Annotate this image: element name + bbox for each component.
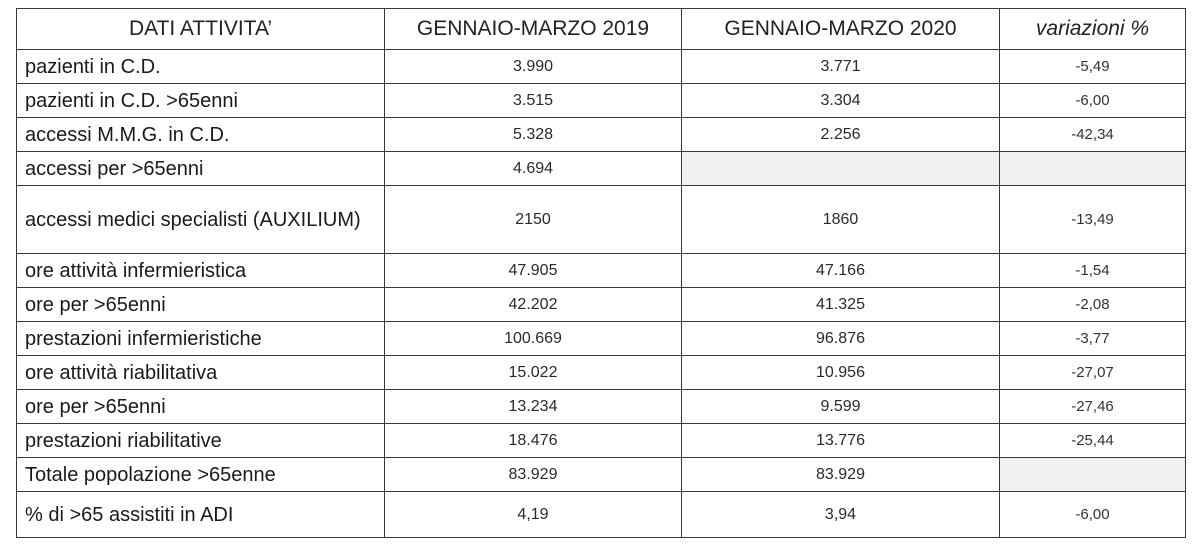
value-2019: 18.476 [385,424,682,458]
value-variation: -6,00 [1000,492,1186,538]
value-variation: -2,08 [1000,288,1186,322]
table-row [17,118,1186,152]
value-variation: -6,00 [1000,84,1186,118]
value-variation: -5,49 [1000,50,1186,84]
value-variation: -25,44 [1000,424,1186,458]
activity-data-table [16,8,1186,538]
row-label: accessi medici specialisti (AUXILIUM) [17,186,385,254]
value-2020: 9.599 [682,390,1000,424]
value-2019: 3.990 [385,50,682,84]
value-2019: 4,19 [385,492,682,538]
value-2020: 83.929 [682,458,1000,492]
value-2020: 13.776 [682,424,1000,458]
value-2020: 96.876 [682,322,1000,356]
row-label: % di >65 assistiti in ADI [17,492,385,538]
table-row [17,424,1186,458]
value-2020: 47.166 [682,254,1000,288]
table-row [17,254,1186,288]
value-variation [1000,152,1186,186]
value-2019: 15.022 [385,356,682,390]
value-variation: -27,07 [1000,356,1186,390]
value-2019: 13.234 [385,390,682,424]
value-2019: 5.328 [385,118,682,152]
value-variation: -27,46 [1000,390,1186,424]
row-label: ore attività riabilitativa [17,356,385,390]
value-variation: -1,54 [1000,254,1186,288]
header-dati-attivita: DATI ATTIVITA’ [17,9,385,50]
value-2019: 83.929 [385,458,682,492]
value-2019: 2150 [385,186,682,254]
header-gennaio-marzo-2020: GENNAIO-MARZO 2020 [682,9,1000,50]
header-variazioni: variazioni % [1000,9,1186,50]
value-2019: 47.905 [385,254,682,288]
row-label: accessi per >65enni [17,152,385,186]
row-label: prestazioni riabilitative [17,424,385,458]
value-2020: 10.956 [682,356,1000,390]
activity-data-document [16,8,1185,538]
value-2019: 42.202 [385,288,682,322]
row-label: pazienti in C.D. >65enni [17,84,385,118]
value-2020: 3.304 [682,84,1000,118]
table-row [17,322,1186,356]
value-2020: 3.771 [682,50,1000,84]
value-2020: 1860 [682,186,1000,254]
value-2020: 2.256 [682,118,1000,152]
value-variation: -13,49 [1000,186,1186,254]
row-label: ore attività infermieristica [17,254,385,288]
table-row [17,492,1186,538]
row-label: prestazioni infermieristiche [17,322,385,356]
value-2019: 3.515 [385,84,682,118]
table-row [17,186,1186,254]
value-variation: -3,77 [1000,322,1186,356]
value-variation [1000,458,1186,492]
table-row [17,390,1186,424]
header-gennaio-marzo-2019: GENNAIO-MARZO 2019 [385,9,682,50]
table-row [17,152,1186,186]
value-variation: -42,34 [1000,118,1186,152]
row-label: ore per >65enni [17,390,385,424]
table-row [17,458,1186,492]
value-2019: 4.694 [385,152,682,186]
row-label: ore per >65enni [17,288,385,322]
row-label: pazienti in C.D. [17,50,385,84]
value-2020 [682,152,1000,186]
row-label: accessi M.M.G. in C.D. [17,118,385,152]
table-row [17,356,1186,390]
table-row [17,50,1186,84]
value-2020: 3,94 [682,492,1000,538]
value-2020: 41.325 [682,288,1000,322]
value-2019: 100.669 [385,322,682,356]
row-label: Totale popolazione >65enne [17,458,385,492]
table-row [17,84,1186,118]
table-row [17,288,1186,322]
header-row [17,9,1186,50]
